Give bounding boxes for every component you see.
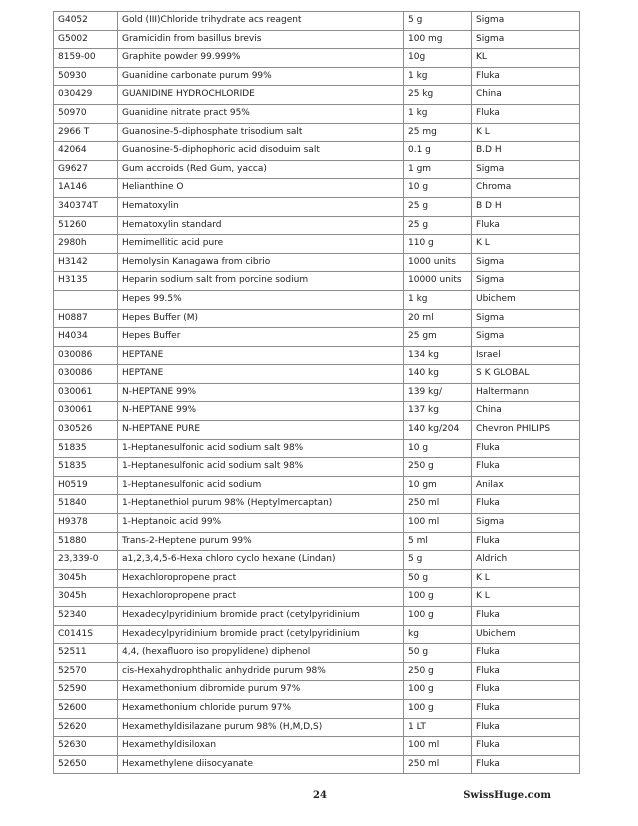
product-code-cell: 51260 bbox=[54, 216, 118, 235]
product-name-cell: Hexachloropropene pract bbox=[118, 569, 404, 588]
table-row bbox=[54, 569, 580, 588]
quantity-cell: 250 g bbox=[404, 458, 472, 477]
product-code-cell: 1A146 bbox=[54, 179, 118, 198]
product-name-cell: GUANIDINE HYDROCHLORIDE bbox=[118, 86, 404, 105]
quantity-cell: 250 g bbox=[404, 662, 472, 681]
product-code-cell: H0887 bbox=[54, 309, 118, 328]
product-code-cell: 51880 bbox=[54, 532, 118, 551]
table-row bbox=[54, 49, 580, 68]
supplier-cell: Chroma bbox=[472, 179, 580, 198]
table-row bbox=[54, 142, 580, 161]
product-name-cell: Graphite powder 99.999% bbox=[118, 49, 404, 68]
quantity-cell: 25 gm bbox=[404, 328, 472, 347]
product-name-cell: Guanidine nitrate pract 95% bbox=[118, 104, 404, 123]
quantity-cell: 10 g bbox=[404, 179, 472, 198]
product-code-cell: 2966 T bbox=[54, 123, 118, 142]
product-name-cell: N-HEPTANE 99% bbox=[118, 383, 404, 402]
product-name-cell: Hexadecylpyridinium bromide pract (cetylpyridinium bbox=[118, 625, 404, 644]
table-row bbox=[54, 328, 580, 347]
supplier-cell: Fluka bbox=[472, 662, 580, 681]
product-name-cell: Hepes Buffer (M) bbox=[118, 309, 404, 328]
product-name-cell: 4,4, (hexafluoro iso propylidene) diphenol bbox=[118, 644, 404, 663]
product-code-cell: 030526 bbox=[54, 421, 118, 440]
quantity-cell: 140 kg bbox=[404, 365, 472, 384]
quantity-cell: 100 g bbox=[404, 681, 472, 700]
product-code-cell: 23,339-0 bbox=[54, 551, 118, 570]
product-code-cell: 3045h bbox=[54, 569, 118, 588]
quantity-cell: 10000 units bbox=[404, 272, 472, 291]
product-name-cell: Hepes 99.5% bbox=[118, 290, 404, 309]
table-row bbox=[54, 607, 580, 626]
supplier-cell: Anilax bbox=[472, 476, 580, 495]
table-row bbox=[54, 737, 580, 756]
product-name-cell: 1-Heptanoic acid 99% bbox=[118, 514, 404, 533]
table-row bbox=[54, 290, 580, 309]
product-code-cell: C0141S bbox=[54, 625, 118, 644]
table-row bbox=[54, 402, 580, 421]
table-row bbox=[54, 160, 580, 179]
product-code-cell: 030086 bbox=[54, 365, 118, 384]
quantity-cell: 10 g bbox=[404, 439, 472, 458]
quantity-cell: 140 kg/204 bbox=[404, 421, 472, 440]
supplier-cell: Fluka bbox=[472, 439, 580, 458]
table-row bbox=[54, 495, 580, 514]
product-name-cell: Hexadecylpyridinium bromide pract (cetylpyridinium bbox=[118, 607, 404, 626]
product-code-cell: 51835 bbox=[54, 458, 118, 477]
table-row bbox=[54, 179, 580, 198]
supplier-cell: Fluka bbox=[472, 67, 580, 86]
product-name-cell: Guanidine carbonate purum 99% bbox=[118, 67, 404, 86]
table-row bbox=[54, 216, 580, 235]
product-name-cell: Gramicidin from basillus brevis bbox=[118, 30, 404, 49]
supplier-cell: Sigma bbox=[472, 272, 580, 291]
product-code-cell: 50930 bbox=[54, 67, 118, 86]
quantity-cell: 250 ml bbox=[404, 495, 472, 514]
product-name-cell: HEPTANE bbox=[118, 365, 404, 384]
supplier-cell: Fluka bbox=[472, 104, 580, 123]
supplier-cell: Fluka bbox=[472, 458, 580, 477]
supplier-cell: Israel bbox=[472, 346, 580, 365]
quantity-cell: 25 g bbox=[404, 197, 472, 216]
quantity-cell: 10g bbox=[404, 49, 472, 68]
table-row bbox=[54, 67, 580, 86]
supplier-cell: China bbox=[472, 86, 580, 105]
supplier-cell: Sigma bbox=[472, 160, 580, 179]
product-name-cell: Gum accroids (Red Gum, yacca) bbox=[118, 160, 404, 179]
quantity-cell: 137 kg bbox=[404, 402, 472, 421]
supplier-cell: B D H bbox=[472, 197, 580, 216]
supplier-cell: Sigma bbox=[472, 253, 580, 272]
table-row bbox=[54, 718, 580, 737]
quantity-cell: 5 g bbox=[404, 551, 472, 570]
product-name-cell: Hexamethonium dibromide purum 97% bbox=[118, 681, 404, 700]
quantity-cell: 134 kg bbox=[404, 346, 472, 365]
supplier-cell: Sigma bbox=[472, 514, 580, 533]
table-row bbox=[54, 104, 580, 123]
supplier-cell: K L bbox=[472, 235, 580, 254]
table-row bbox=[54, 421, 580, 440]
table-row bbox=[54, 253, 580, 272]
product-table bbox=[53, 11, 580, 774]
product-name-cell: Hematoxylin bbox=[118, 197, 404, 216]
supplier-cell: Fluka bbox=[472, 699, 580, 718]
page-number: 24 bbox=[313, 790, 327, 801]
table-row bbox=[54, 197, 580, 216]
supplier-cell: Ubichem bbox=[472, 625, 580, 644]
product-code-cell: 030061 bbox=[54, 402, 118, 421]
supplier-cell: Aldrich bbox=[472, 551, 580, 570]
table-row bbox=[54, 588, 580, 607]
quantity-cell: 10 gm bbox=[404, 476, 472, 495]
table-row bbox=[54, 755, 580, 774]
quantity-cell: 100 g bbox=[404, 607, 472, 626]
product-name-cell: N-HEPTANE PURE bbox=[118, 421, 404, 440]
product-code-cell: G5002 bbox=[54, 30, 118, 49]
product-code-cell: G4052 bbox=[54, 12, 118, 31]
supplier-cell: K L bbox=[472, 123, 580, 142]
table-row bbox=[54, 439, 580, 458]
table-row bbox=[54, 514, 580, 533]
supplier-cell: Sigma bbox=[472, 12, 580, 31]
supplier-cell: B.D H bbox=[472, 142, 580, 161]
supplier-cell: Chevron PHILIPS bbox=[472, 421, 580, 440]
quantity-cell: kg bbox=[404, 625, 472, 644]
table-row bbox=[54, 532, 580, 551]
quantity-cell: 139 kg/ bbox=[404, 383, 472, 402]
product-name-cell: 1-Heptanesulfonic acid sodium salt 98% bbox=[118, 458, 404, 477]
supplier-cell: Haltermann bbox=[472, 383, 580, 402]
product-name-cell: Guanosine-5-diphophoric acid disoduim salt bbox=[118, 142, 404, 161]
supplier-cell: Sigma bbox=[472, 309, 580, 328]
quantity-cell: 25 g bbox=[404, 216, 472, 235]
product-code-cell: H9378 bbox=[54, 514, 118, 533]
product-name-cell: HEPTANE bbox=[118, 346, 404, 365]
product-code-cell: 340374T bbox=[54, 197, 118, 216]
quantity-cell: 1 LT bbox=[404, 718, 472, 737]
supplier-cell: K L bbox=[472, 569, 580, 588]
product-name-cell: Heparin sodium salt from porcine sodium bbox=[118, 272, 404, 291]
supplier-cell: KL bbox=[472, 49, 580, 68]
supplier-cell: Sigma bbox=[472, 328, 580, 347]
table-row bbox=[54, 346, 580, 365]
quantity-cell: 250 ml bbox=[404, 755, 472, 774]
product-code-cell: 52600 bbox=[54, 699, 118, 718]
supplier-cell: Sigma bbox=[472, 30, 580, 49]
table-row bbox=[54, 699, 580, 718]
product-code-cell: H3135 bbox=[54, 272, 118, 291]
product-code-cell: G9627 bbox=[54, 160, 118, 179]
product-name-cell: 1-Heptanethiol purum 98% (Heptylmercaptan) bbox=[118, 495, 404, 514]
product-code-cell: 52650 bbox=[54, 755, 118, 774]
table-row bbox=[54, 12, 580, 31]
product-name-cell: Gold (III)Chloride trihydrate acs reagent bbox=[118, 12, 404, 31]
table-row bbox=[54, 681, 580, 700]
table-row bbox=[54, 662, 580, 681]
supplier-cell: Fluka bbox=[472, 495, 580, 514]
page-footer bbox=[53, 790, 579, 804]
table-row bbox=[54, 625, 580, 644]
product-name-cell: Hexamethyldisiloxan bbox=[118, 737, 404, 756]
quantity-cell: 1 kg bbox=[404, 67, 472, 86]
product-code-cell: 2980h bbox=[54, 235, 118, 254]
product-name-cell: Hemimellitic acid pure bbox=[118, 235, 404, 254]
table-row bbox=[54, 383, 580, 402]
product-code-cell: 52630 bbox=[54, 737, 118, 756]
table-row bbox=[54, 272, 580, 291]
quantity-cell: 0.1 g bbox=[404, 142, 472, 161]
table-row bbox=[54, 551, 580, 570]
quantity-cell: 5 ml bbox=[404, 532, 472, 551]
product-name-cell: cis-Hexahydrophthalic anhydride purum 98% bbox=[118, 662, 404, 681]
supplier-cell: Fluka bbox=[472, 681, 580, 700]
product-code-cell: 51840 bbox=[54, 495, 118, 514]
table-row bbox=[54, 365, 580, 384]
supplier-cell: K L bbox=[472, 588, 580, 607]
product-code-cell: 52511 bbox=[54, 644, 118, 663]
supplier-cell: Fluka bbox=[472, 737, 580, 756]
quantity-cell: 1 gm bbox=[404, 160, 472, 179]
supplier-cell: Ubichem bbox=[472, 290, 580, 309]
quantity-cell: 1 kg bbox=[404, 104, 472, 123]
product-code-cell: H3142 bbox=[54, 253, 118, 272]
supplier-cell: Fluka bbox=[472, 216, 580, 235]
product-code-cell: 52620 bbox=[54, 718, 118, 737]
table-row bbox=[54, 30, 580, 49]
quantity-cell: 100 ml bbox=[404, 737, 472, 756]
product-name-cell: Hemolysin Kanagawa from cibrio bbox=[118, 253, 404, 272]
table-row bbox=[54, 123, 580, 142]
product-code-cell: 8159-00 bbox=[54, 49, 118, 68]
product-code-cell: 52570 bbox=[54, 662, 118, 681]
product-name-cell: a1,2,3,4,5-6-Hexa chloro cyclo hexane (Lindan) bbox=[118, 551, 404, 570]
product-code-cell: 50970 bbox=[54, 104, 118, 123]
quantity-cell: 50 g bbox=[404, 644, 472, 663]
supplier-cell: S K GLOBAL bbox=[472, 365, 580, 384]
product-name-cell: Hexamethonium chloride purum 97% bbox=[118, 699, 404, 718]
product-code-cell: 3045h bbox=[54, 588, 118, 607]
product-name-cell: Hexamethyldisilazane purum 98% (H,M,D,S) bbox=[118, 718, 404, 737]
product-name-cell: Hexamethylene diisocyanate bbox=[118, 755, 404, 774]
product-code-cell: 030086 bbox=[54, 346, 118, 365]
supplier-cell: Fluka bbox=[472, 607, 580, 626]
table-row bbox=[54, 309, 580, 328]
product-name-cell: Trans-2-Heptene purum 99% bbox=[118, 532, 404, 551]
supplier-cell: Fluka bbox=[472, 532, 580, 551]
supplier-cell: Fluka bbox=[472, 644, 580, 663]
product-code-cell: H0519 bbox=[54, 476, 118, 495]
quantity-cell: 1 kg bbox=[404, 290, 472, 309]
product-table-body bbox=[54, 12, 580, 774]
table-row bbox=[54, 235, 580, 254]
quantity-cell: 100 g bbox=[404, 699, 472, 718]
quantity-cell: 25 kg bbox=[404, 86, 472, 105]
product-name-cell: Helianthine O bbox=[118, 179, 404, 198]
table-row bbox=[54, 458, 580, 477]
quantity-cell: 5 g bbox=[404, 12, 472, 31]
quantity-cell: 110 g bbox=[404, 235, 472, 254]
product-name-cell: Hematoxylin standard bbox=[118, 216, 404, 235]
product-name-cell: Hexachloropropene pract bbox=[118, 588, 404, 607]
supplier-cell: China bbox=[472, 402, 580, 421]
product-name-cell: 1-Heptanesulfonic acid sodium bbox=[118, 476, 404, 495]
quantity-cell: 100 ml bbox=[404, 514, 472, 533]
product-name-cell: Hepes Buffer bbox=[118, 328, 404, 347]
supplier-cell: Fluka bbox=[472, 718, 580, 737]
quantity-cell: 50 g bbox=[404, 569, 472, 588]
table-row bbox=[54, 476, 580, 495]
product-name-cell: 1-Heptanesulfonic acid sodium salt 98% bbox=[118, 439, 404, 458]
product-code-cell: 51835 bbox=[54, 439, 118, 458]
table-row bbox=[54, 644, 580, 663]
product-code-cell: 42064 bbox=[54, 142, 118, 161]
quantity-cell: 20 ml bbox=[404, 309, 472, 328]
quantity-cell: 100 g bbox=[404, 588, 472, 607]
product-code-cell bbox=[54, 290, 118, 309]
product-code-cell: 52340 bbox=[54, 607, 118, 626]
quantity-cell: 25 mg bbox=[404, 123, 472, 142]
product-code-cell: 52590 bbox=[54, 681, 118, 700]
product-name-cell: Guanosine-5-diphosphate trisodium salt bbox=[118, 123, 404, 142]
table-row bbox=[54, 86, 580, 105]
site-name: SwissHuge.com bbox=[463, 790, 551, 801]
product-code-cell: 030061 bbox=[54, 383, 118, 402]
quantity-cell: 1000 units bbox=[404, 253, 472, 272]
product-name-cell: N-HEPTANE 99% bbox=[118, 402, 404, 421]
product-code-cell: H4034 bbox=[54, 328, 118, 347]
supplier-cell: Fluka bbox=[472, 755, 580, 774]
product-code-cell: 030429 bbox=[54, 86, 118, 105]
quantity-cell: 100 mg bbox=[404, 30, 472, 49]
